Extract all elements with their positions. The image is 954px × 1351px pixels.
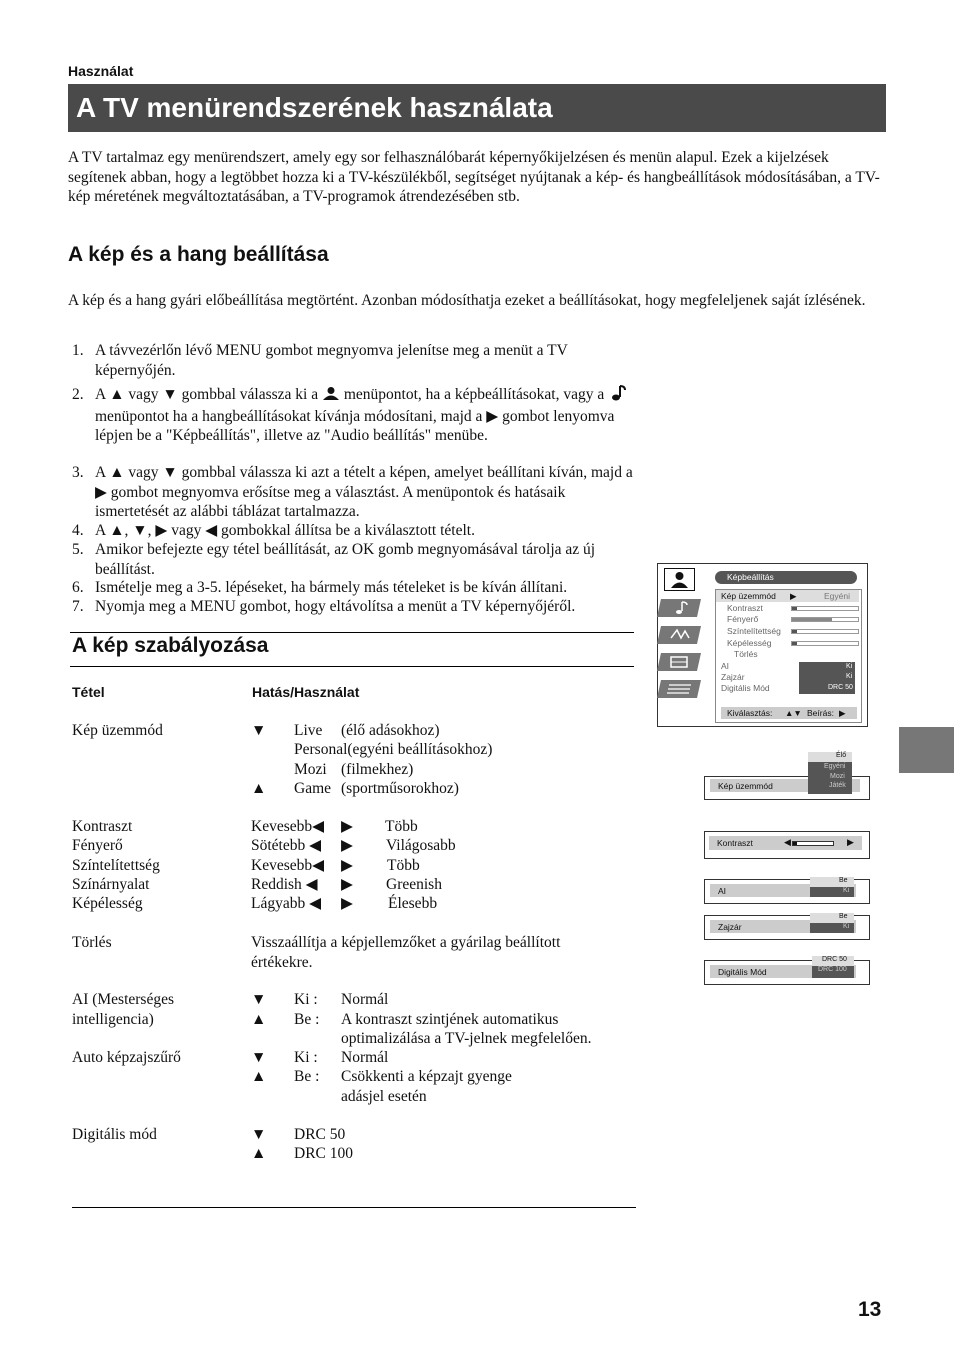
osd-option: DRC 100: [818, 966, 847, 973]
option-name: Live: [294, 722, 323, 739]
option-key: Be :: [294, 1068, 320, 1085]
step-number: 6.: [72, 579, 84, 596]
option-name: Mozi: [294, 761, 327, 778]
osd-footer-select: Kiválasztás:: [727, 708, 773, 718]
osd-label: Zajzár: [718, 922, 742, 932]
osd-ai: [704, 877, 870, 905]
osd-label: Kép üzemmód: [718, 781, 773, 791]
osd-selected-value: Egyéni: [824, 591, 850, 601]
osd-option: Élő: [836, 752, 847, 759]
option-desc: optimalizálása a TV-jelnek megfelelően.: [341, 1030, 592, 1047]
slider-low: Kevesebb◀: [251, 857, 325, 874]
arrow-down: ▼: [251, 991, 267, 1008]
list-tab-icon: [657, 678, 701, 700]
page-title: A TV menürendszerének használata: [76, 92, 553, 123]
slider-high: Több: [385, 818, 418, 835]
osd-option: Be: [839, 877, 848, 884]
item-label: Színtelítettség: [72, 857, 160, 874]
item-desc: Visszaállítja a képjellemzőket a gyárilag beállított értékekre.: [251, 934, 561, 971]
slider-high: Élesebb: [388, 895, 438, 912]
osd-footer-enter: Beírás:: [807, 708, 834, 718]
step-number: 4.: [72, 522, 84, 539]
option-key: Ki :: [294, 991, 318, 1008]
osd-arrow-right: ▶: [847, 837, 854, 847]
step-text: Nyomja meg a MENU gombot, hogy eltávolítsa a menüt a TV képernyőjéről.: [95, 598, 576, 615]
osd-slider: [791, 629, 859, 634]
divider: [70, 632, 634, 633]
slider-high: Greenish: [386, 876, 442, 893]
option-desc: (sportműsorokhoz): [341, 780, 459, 797]
osd-main-menu: [657, 563, 868, 727]
item-label: Kép üzemmód: [72, 722, 163, 739]
step-text: A ▲ vagy ▼ gombbal válassza ki azt a tételt a képen, amelyet beállítani kíván, majd a ▶ gombot megnyomva erősítse meg a választást. A menüpontok és hatásaik ismertetését az alábbi táblázat tartalmazza.: [95, 464, 633, 520]
item-label: Digitális mód: [72, 1126, 157, 1143]
arrow-right: ▶: [341, 818, 353, 835]
arrow-up: ▲: [251, 1011, 267, 1028]
osd-footer-select-arrows: ▲▼: [785, 708, 802, 718]
osd-arrow-left: ◀: [784, 837, 791, 847]
osd-slider: [791, 606, 859, 611]
arrow-right: ▶: [341, 876, 353, 893]
osd-slider: [792, 841, 834, 846]
arrow-up: ▲: [251, 1068, 267, 1085]
osd-footer-enter-arrow: ▶: [839, 708, 846, 718]
setup-tab-icon: [657, 651, 701, 673]
divider: [70, 666, 634, 667]
step-text: A ▲, ▼, ▶ vagy ◀ gombokkal állítsa be a kiválasztott tételt.: [95, 522, 475, 539]
side-tab: [899, 727, 954, 773]
osd-item: Képélesség: [727, 638, 772, 648]
arrow-down: ▼: [251, 1049, 267, 1066]
option-name: Game: [294, 780, 332, 797]
option-key: Be :: [294, 1011, 320, 1028]
option-desc: (filmekhez): [341, 761, 414, 778]
option-key: Ki :: [294, 1049, 318, 1066]
option-desc: (élő adásokhoz): [341, 722, 440, 739]
item-label: Fényerő: [72, 837, 123, 854]
picture-menu-icon: [322, 386, 340, 407]
step-text-part: menüpontot, ha a képbeállításokat, vagy a: [343, 386, 605, 403]
intro-paragraph: A TV tartalmaz egy menürendszert, amely egy sor felhasználóbarát képernyőkijelzésen és menün alapul. Ezek a kijelzések segítenek abban, hogy a legtöbbet hozza ki a TV-készülékből, segítséget nyújtanak a kép- és hangbeállítások módosításában, a TV-kép méretének megváltoztatásában, a TV-programok átrendezésében stb.: [68, 149, 880, 205]
option-name: DRC 50: [294, 1126, 346, 1143]
osd-item: Színtelítettség: [727, 626, 781, 636]
section-paragraph: A kép és a hang gyári előbeállítása megtörtént. Azonban módosíthatja ezeket a beállításokat, hogy megfeleljenek saját ízlésének.: [68, 292, 866, 309]
column-header-effect: Hatás/Használat: [252, 684, 360, 700]
osd-option: Ki: [843, 923, 850, 930]
option-desc: Normál: [341, 1049, 389, 1066]
arrow-right: ▶: [341, 895, 353, 912]
section-heading-kep-hang: A kép és a hang beállítása: [68, 243, 329, 266]
step-text: A távvezérlőn lévő MENU gombot megnyomva jelenítse meg a menüt a TV képernyőjén.: [95, 342, 568, 379]
slider-low: Sötétebb ◀: [251, 837, 322, 854]
osd-label: AI: [718, 886, 727, 896]
step-number: 2.: [72, 386, 84, 403]
picture-tab-icon: [664, 568, 695, 591]
slider-low: Kevesebb◀: [251, 818, 325, 835]
item-label: Auto képzajszűrő: [72, 1049, 181, 1066]
osd-option: Mozi: [830, 773, 845, 780]
step-number: 3.: [72, 464, 84, 481]
slider-high: Világosabb: [386, 837, 456, 854]
slider-low: Lágyabb ◀: [251, 895, 322, 912]
item-label: intelligencia): [72, 1011, 154, 1028]
step-text-part: menüpontot ha a hangbeállításokat kívánja módosítani, majd a ▶ gombot lenyomva lépjen be a "Képbeállítás", illetve az "Audio beállítás" menübe.: [95, 407, 615, 444]
arrow-up: ▲: [251, 780, 267, 797]
osd-option: Egyéni: [824, 763, 846, 770]
osd-item: Kontraszt: [727, 603, 763, 613]
option-desc: A kontraszt szintjének automatikus: [341, 1011, 559, 1028]
osd-item: Digitális Mód: [721, 683, 770, 693]
arrow-right: ▶: [341, 837, 353, 854]
step-number: 7.: [72, 598, 84, 615]
step-text-part: A ▲ vagy ▼ gombbal válassza ki a: [95, 386, 319, 403]
sound-tab-icon: [657, 597, 701, 619]
divider: [72, 1207, 636, 1208]
osd-kep-uzemmod: [704, 752, 870, 800]
arrow-up: ▲: [251, 1145, 267, 1162]
option-desc: Csökkenti a képzajt gyenge: [341, 1068, 512, 1085]
osd-title: Képbeállítás: [727, 572, 774, 582]
option-name: DRC 100: [294, 1145, 353, 1162]
item-label: AI (Mesterséges: [72, 991, 175, 1008]
step-text: [95, 385, 640, 446]
section-label: Használat: [68, 63, 134, 79]
section-heading-kep-szabalyozasa: A kép szabályozása: [72, 634, 269, 657]
osd-label: Kontraszt: [717, 838, 753, 848]
osd-selected-item: Kép üzemmód: [721, 591, 776, 601]
step-number: 1.: [72, 342, 84, 359]
sound-menu-icon: [608, 385, 626, 407]
osd-option: Be: [839, 913, 848, 920]
osd-item: Fényerő: [727, 614, 759, 624]
arrow-down: ▼: [251, 722, 267, 739]
osd-item: Zajzár: [721, 672, 745, 682]
osd-option: Ki: [843, 887, 850, 894]
column-header-item: Tétel: [72, 684, 105, 700]
osd-slider: [791, 641, 859, 646]
osd-digitalis-mod: [704, 956, 870, 986]
slider-high: Több: [387, 857, 420, 874]
item-label: Kontraszt: [72, 818, 133, 835]
osd-option: Játék: [829, 782, 846, 789]
option-desc: adásjel esetén: [341, 1088, 427, 1105]
item-label: Képélesség: [72, 895, 143, 912]
osd-zajzar: [704, 913, 870, 941]
option-name: Personal(egyéni beállításokhoz): [294, 741, 493, 758]
arrow-down: ▼: [251, 1126, 267, 1143]
step-text: Amikor befejezte egy tétel beállítását, az OK gomb megnyomásával tárolja az új beállítást.: [95, 541, 596, 578]
osd-value: Ki: [846, 663, 853, 670]
step-text: Ismételje meg a 3-5. lépéseket, ha bármely más tételeket is be kíván állítani.: [95, 579, 568, 596]
item-label: Színárnyalat: [72, 876, 150, 893]
osd-value: DRC 50: [828, 684, 853, 691]
item-label: Törlés: [72, 934, 112, 951]
osd-label: Digitális Mód: [718, 967, 767, 977]
osd-option: DRC 50: [822, 956, 847, 963]
option-desc: Normál: [341, 991, 389, 1008]
osd-item: AI: [721, 661, 730, 671]
osd-kontraszt: [704, 831, 870, 859]
slider-low: Reddish ◀: [251, 876, 318, 893]
osd-item: Törlés: [734, 649, 758, 659]
osd-slider: [791, 617, 859, 622]
osd-value: Ki: [846, 673, 853, 680]
step-number: 5.: [72, 541, 84, 558]
page-number: 13: [858, 1298, 882, 1321]
osd-selected-arrow: ▶: [790, 591, 797, 601]
features-tab-icon: [657, 624, 701, 646]
arrow-right: ▶: [341, 857, 353, 874]
